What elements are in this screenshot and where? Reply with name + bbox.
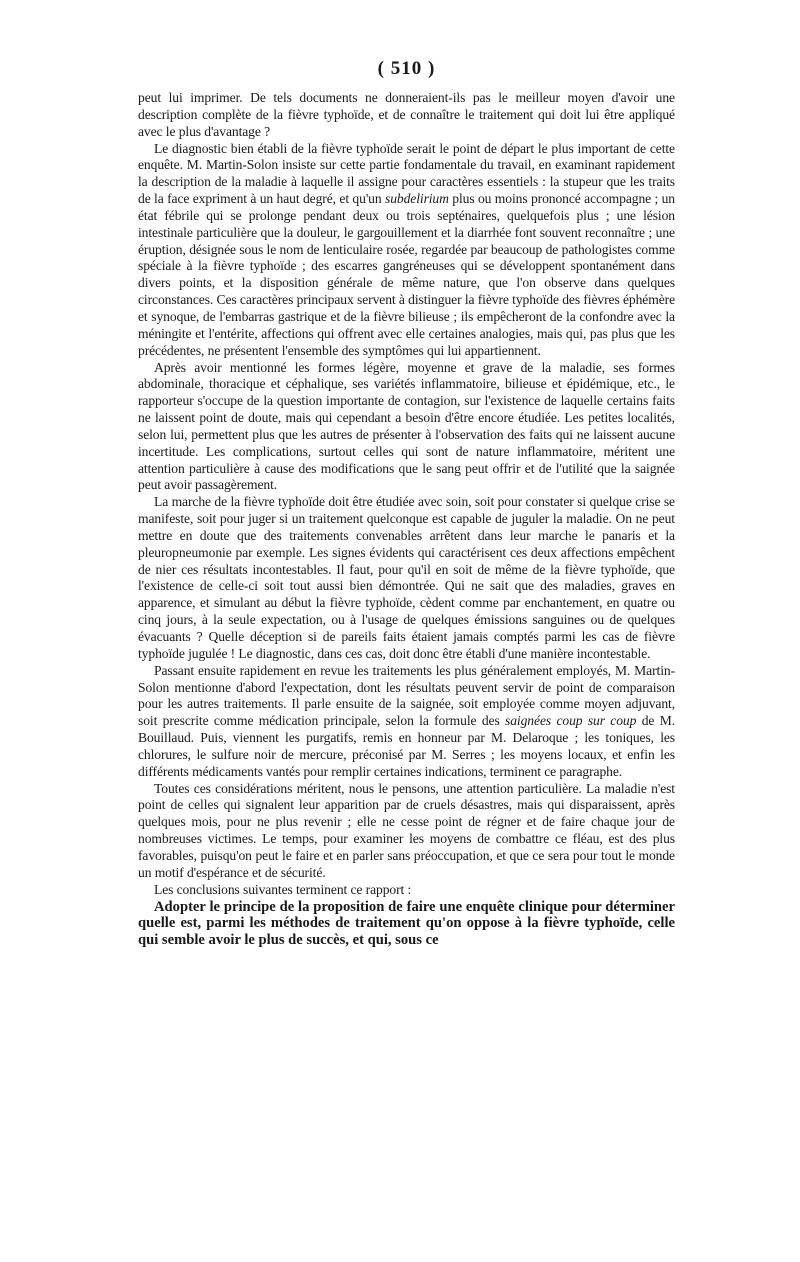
paragraph-2-text-b: plus ou moins prononcé accompagne ; un état fébrile qui se prolonge pendant deux ou trois septénaires, quelquefois plus ; une lésion intestinale particulière que la douleur, le gargouillement et la diarrhée font souvent reconnaître ; une éruption, désignée sous le nom de lenticulaire rosée, regardée par beaucoup de pathologistes comme spéciale à la fièvre typhoïde ; des escarres gangréneuses qui se développent spontanément dans divers points, et la disposition générale de même nature, que l'on observe dans quelques circonstances. Ces caractères principaux servent à distinguer la fièvre typhoïde des fièvres éphémère et synoque, de l'embarras gastrique et de la fièvre bilieuse ; ils empêcheront de la confondre avec la méningite et l'entérite, affections qui offrent avec elle certaines analogies, mais qui, pas plus que les précédentes, ne présentent l'ensemble des symptômes qui lui appartiennent.	[138, 191, 675, 358]
paragraph-1: peut lui imprimer. De tels documents ne donneraient-ils pas le meilleur moyen d'avoir une description complète de la fièvre typhoïde, et de connaître le traitement qui doit lui être appliqué avec le plus d'avantage ?	[138, 90, 675, 139]
document-page	[138, 58, 675, 949]
paragraph-final: Adopter le principe de la proposition de faire une enquête clinique pour déterminer quelle est, parmi les méthodes de traitement qu'on oppose à la fièvre typhoïde, celle qui semble avoir le plus de succès, et qui, sous ce	[138, 898, 675, 949]
paragraph-4: La marche de la fièvre typhoïde doit être étudiée avec soin, soit pour constater si quelque crise se manifeste, soit pour juger si un traitement quelconque est capable de juguler la maladie. On ne peut mettre en doute que des traitements convenables arrêtent dans leur marche le panaris et la pleuropneumonie par exemple. Les signes évidents qui caractérisent ces deux affections empêchent de nier ces résultats incontestables. Il faut, pour qu'il en soit de même de la fièvre typhoïde, que l'existence de celle-ci soit tout aussi bien démontrée. Qui ne sait que des maladies, graves en apparence, et simulant au début la fièvre typhoïde, cèdent comme par enchantement, en quatre ou cinq jours, à la seule expectation, ou à l'usage de quelques émissions sanguines ou de quelques évacuants ? Quelle déception si de pareils faits étaient jamais comptés parmi les cas de fièvre typhoïde jugulée ! Le diagnostic, dans ces cas, doit donc être établi d'une manière incontestable.	[138, 494, 675, 661]
paragraph-2-italic: subdelirium	[385, 191, 449, 207]
paragraph-6: Toutes ces considérations méritent, nous le pensons, une attention particulière. La maladie n'est point de celles qui signalent leur apparition par de cruels désastres, mais qui disparaissent, après quelques mois, pour ne plus revenir ; elle ne cesse point de régner et de faire chaque jour de nombreuses victimes. Le temps, pour examiner les moyens de combattre ce fléau, est des plus favorables, puisqu'on peut le faire et en parler sans préoccupation, et que ce sera pour tout le monde un motif d'espérance et de sécurité.	[138, 780, 675, 880]
paragraph-5-text-b: de M. Bouillaud. Puis, viennent les purgatifs, remis en honneur par M. Delaroque ; les toniques, les chlorures, le sulfure noir de mercure, préconisé par M. Serres ; les moyens locaux, et enfin les différents médicaments vantés pour remplir certaines indications, terminent ce paragraphe.	[138, 713, 675, 779]
paragraph-2	[138, 141, 675, 360]
paragraph-3: Après avoir mentionné les formes légère, moyenne et grave de la maladie, ses formes abdominale, thoracique et céphalique, ses variétés inflammatoire, bilieuse et épidémique, etc., le rapporteur s'occupe de la question importante de contagion, sur l'existence de laquelle certains faits ne laissent point de doute, mais qui cependant a besoin d'être encore étudiée. Les petites localités, selon lui, permettent plus que les autres de présenter à l'observation des faits qui ne laissent aucune incertitude. Les complications, surtout celles qui sont de nature inflammatoire, méritent une attention particulière à cause des modifications que le sang peut offrir et de l'utilité que la saignée peut avoir passagèrement.	[138, 359, 675, 493]
paragraph-5	[138, 663, 675, 781]
paragraph-7: Les conclusions suivantes terminent ce rapport :	[154, 881, 412, 897]
paragraph-2-text-a: Le diagnostic bien établi de la fièvre typhoïde serait le point de départ le plus important de cette enquête. M. Martin-Solon insiste sur cette partie fondamentale du travail, en examinant rapidement la description de la maladie à laquelle il assigne pour caractères essentiels : la stupeur que les traits de la face expriment à un haut degré, et qu'un	[138, 140, 675, 207]
page-number: ( 510 )	[377, 58, 436, 79]
paragraph-5-text-a: Passant ensuite rapidement en revue les traitements les plus généralement employés, M. Martin-Solon mentionne d'abord l'expectation, dont les résultats peuvent servir de point de comparaison pour les autres traitements. Il parle ensuite de la saignée, soit employée comme moyen adjuvant, soit prescrite comme médication principale, selon la formule des	[138, 662, 675, 729]
paragraph-5-italic: saignées coup sur coup	[505, 713, 637, 729]
